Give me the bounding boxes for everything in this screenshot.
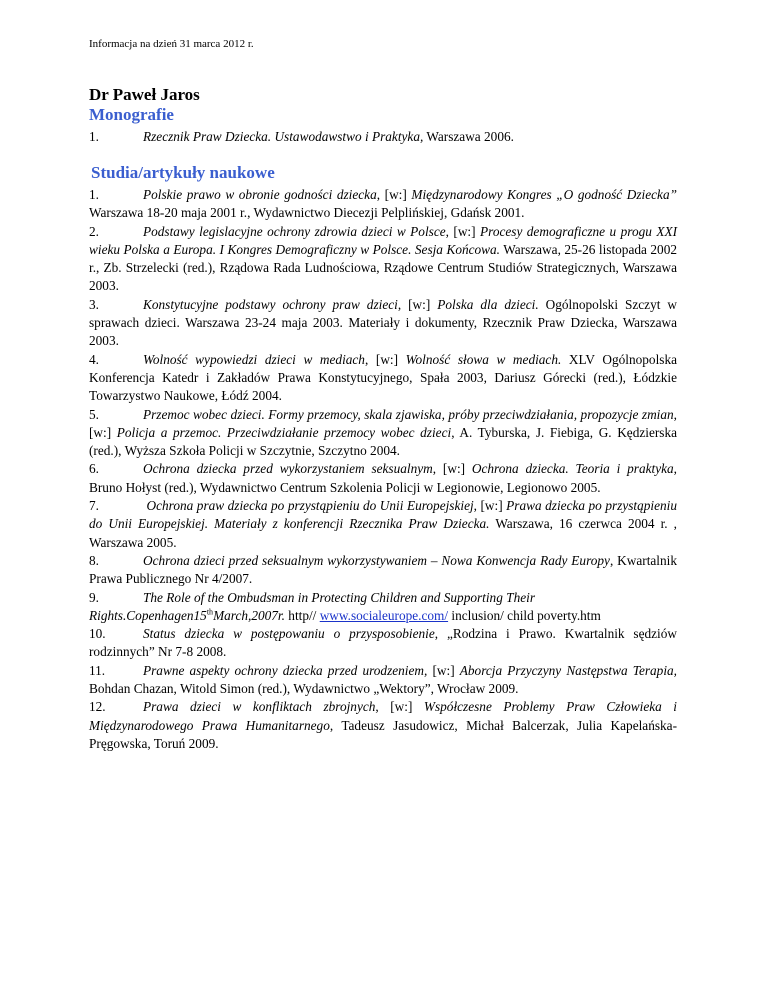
item-title: Podstawy legislacyjne ochrony zdrowia dzieci w Polsce bbox=[143, 223, 446, 239]
socialeurope-link[interactable]: www.socialeurope.com/ bbox=[319, 607, 449, 623]
article-item: 7. Ochrona praw dziecka po przystąpieniu do Unii Europejskiej, [w:] Prawa dziecka po przystąpieniu do Unii Europejskiej. Materiały z konferencji Rzecznika Praw Dziecka. Warszawa, 16 czerwca 2004 r. , Warszawa 2005. bbox=[89, 498, 677, 550]
article-item: 1. Polskie prawo w obronie godności dziecka, [w:] Międzynarodowy Kongres „O godność Dziecka” Warszawa 18-20 maja 2001 r., Wydawnictwo Diecezji Pelplińskiej, Gdańsk 2001. bbox=[89, 187, 677, 221]
item-source: Międzynarodowy Kongres „O godność Dziecka” bbox=[411, 187, 677, 202]
item-title: Ochrona dziecka przed wykorzystaniem seksualnym bbox=[143, 461, 433, 477]
item-details: Bohdan Chazan, Witold Simon (red.), Wydawnictwo „Wektory”, Wrocław 2009. bbox=[89, 681, 519, 697]
date-note: Informacja na dzień 31 marca 2012 r. bbox=[89, 38, 254, 50]
item-source: Prawa dziecka po przystąpieniu do Unii Europejskiej. Materiały z konferencji Rzecznika Praw Dziecka. bbox=[89, 498, 677, 532]
item-number: 11. bbox=[89, 662, 106, 678]
item-number: 1. bbox=[89, 129, 99, 144]
item-details: , Tadeusz Jasudowicz, Michał Balcerzak, Julia Kapelańska-Pręgowska, Toruń 2009. bbox=[89, 717, 677, 751]
item-number: 2. bbox=[89, 223, 99, 239]
item-source: Polska dla dzieci. bbox=[437, 296, 539, 312]
monograph-item bbox=[89, 128, 677, 146]
item-details: Warszawa, 16 czerwca 2004 r. , Warszawa 2005. bbox=[89, 516, 677, 550]
item-number: 9. bbox=[89, 589, 99, 605]
item-details: XLV Ogólnopolska Konferencja Katedr i Zakładów Prawa Konstytucyjnego, Spała 2003, Dariusz Górecki (red.), Łódzkie Towarzystwo Naukowe, Łódź 2004. bbox=[89, 351, 677, 404]
item-title: Konstytucyjne podstawy ochrony praw dzieci bbox=[143, 296, 398, 312]
item-details: Ogólnopolski Szczyt w sprawach dzieci. Warszawa 23-24 maja 2003. Materiały i dokumenty, Rzecznik Praw Dziecka, Warszawa 2003. bbox=[89, 296, 677, 349]
item-source: Policja a przemoc. Przeciwdziałanie przemocy wobec dzieci bbox=[116, 424, 452, 440]
item-title: The Role of the Ombudsman in Protecting Children and Supporting Their Rights.Copenhagen15 bbox=[89, 589, 535, 623]
item-source: Wolność słowa w mediach. bbox=[405, 351, 562, 367]
item-number: 5. bbox=[89, 406, 99, 422]
item-details: inclusion/ child poverty.htm bbox=[448, 607, 601, 623]
item-details: , Kwartalnik Prawa Publicznego Nr 4/2007. bbox=[89, 552, 677, 587]
item-details: , „Rodzina i Prawo. Kwartalnik sędziów rodzinnych” Nr 7-8 2008. bbox=[89, 626, 677, 660]
item-number: 7. bbox=[89, 498, 99, 514]
article-item: 4. Wolność wypowiedzi dzieci w mediach, [w:] Wolność słowa w mediach. XLV Ogólnopolska Konferencja Katedr i Zakładów Prawa Konstytucyjnego, Spała 2003, Dariusz Górecki (red.), Łódzkie Towarzystwo Naukowe, Łódź 2004. bbox=[89, 351, 677, 404]
item-number: 3. bbox=[89, 296, 99, 312]
item-number: 8. bbox=[89, 552, 99, 568]
item-details: Warszawa, 25-26 listopada 2002 r., Zb. Strzelecki (red.), Rządowa Rada Ludnościowa, Rządowe Centrum Studiów Strategicznych, Warszawa 2003. bbox=[89, 241, 677, 294]
item-number: 4. bbox=[89, 351, 99, 367]
item-title: Ochrona praw dziecka po przystąpieniu do Unii Europejskiej bbox=[143, 498, 474, 514]
article-item: 5. Przemoc wobec dzieci. Formy przemocy, skala zjawiska, próby przeciwdziałania, propozycje zmian, [w:] Policja a przemoc. Przeciwdziałanie przemocy wobec dzieci, A. Tyburska, J. Fiebiga, G. Kędzierska (red.), Wyższa Szkoła Policji w Szczytnie, Szczytno 2004. bbox=[89, 406, 677, 459]
item-title: Rzecznik Praw Dziecka. Ustawodawstwo i Praktyka, bbox=[143, 129, 424, 144]
item-title: Prawne aspekty ochrony dziecka przed urodzeniem, bbox=[143, 662, 428, 678]
article-item: 6. Ochrona dziecka przed wykorzystaniem seksualnym, [w:] Ochrona dziecka. Teoria i praktyka, Bruno Hołyst (red.), Wydawnictwo Centrum Szkolenia Policji w Legionowie, Legionowo 2005. bbox=[89, 461, 677, 495]
author-name: Dr Paweł Jaros bbox=[89, 85, 200, 104]
item-details: , A. Tyburska, J. Fiebiga, G. Kędzierska (red.), Wyższa Szkoła Policji w Szczytnie, Szczytno 2004. bbox=[89, 424, 677, 459]
item-source: Współczesne Problemy Praw Człowieka i Międzynarodowego Prawa Humanitarnego bbox=[89, 699, 677, 733]
item-details: Warszawa 2006. bbox=[423, 129, 514, 144]
item-title: Przemoc wobec dzieci. Formy przemocy, skala zjawiska, próby przeciwdziałania, propozycje zmian bbox=[143, 406, 674, 422]
item-number: 10. bbox=[89, 626, 106, 642]
item-title: Prawa dzieci w konfliktach zbrojnych bbox=[143, 699, 376, 715]
item-title: Wolność wypowiedzi dzieci w mediach bbox=[143, 351, 365, 367]
article-item: 12. Prawa dzieci w konfliktach zbrojnych, [w:] Współczesne Problemy Praw Człowieka i Międzynarodowego Prawa Humanitarnego, Tadeusz Jasudowicz, Michał Balcerzak, Julia Kapelańska-Pręgowska, Toruń 2009. bbox=[89, 699, 677, 751]
item-number: 12. bbox=[89, 699, 106, 715]
item-details: , Bruno Hołyst (red.), Wydawnictwo Centrum Szkolenia Policji w Legionowie, Legionowo 2005. bbox=[89, 461, 677, 495]
article-item: 2. Podstawy legislacyjne ochrony zdrowia dzieci w Polsce, [w:] Procesy demograficzne u progu XXI wieku Polska a Europa. I Kongres Demograficzny w Polsce. Sesja Końcowa. Warszawa, 25-26 listopada 2002 r., Zb. Strzelecki (red.), Rządowa Rada Ludnościowa, Rządowe Centrum Studiów Strategicznych, Warszawa 2003. bbox=[89, 223, 677, 294]
item-source: Aborcja Przyczyny Następstwa Terapia, bbox=[459, 662, 677, 678]
item-details: Warszawa 18-20 maja 2001 r., Wydawnictwo Diecezji Pelplińskiej, Gdańsk 2001. bbox=[89, 205, 525, 221]
article-item bbox=[89, 625, 677, 662]
article-item: 11. Prawne aspekty ochrony dziecka przed urodzeniem, [w:] Aborcja Przyczyny Następstwa Terapia, Bohdan Chazan, Witold Simon (red.), Wydawnictwo „Wektory”, Wrocław 2009. bbox=[89, 662, 677, 697]
article-item: 3. Konstytucyjne podstawy ochrony praw dzieci, [w:] Polska dla dzieci. Ogólnopolski Szczyt w sprawach dzieci. Warszawa 23-24 maja 2003. Materiały i dokumenty, Rzecznik Praw Dziecka, Warszawa 2003. bbox=[89, 296, 677, 349]
article-item: 9. The Role of the Ombudsman in Protecting Children and Supporting Their Rights.Copenhagen15thMarch,2007r. http// www.socialeurope.com/ inclusion/ child poverty.htm bbox=[89, 589, 601, 623]
monografie-heading: Monografie bbox=[89, 105, 174, 124]
item-number: 6. bbox=[89, 461, 99, 477]
item-title: Polskie prawo w obronie godności dziecka bbox=[143, 187, 377, 202]
article-item bbox=[89, 552, 677, 589]
studia-heading: Studia/artykuły naukowe bbox=[91, 163, 275, 182]
item-source: Ochrona dziecka. Teoria i praktyka bbox=[471, 461, 674, 477]
item-number: 1. bbox=[89, 187, 99, 202]
item-title: Ochrona dzieci przed seksualnym wykorzystywaniem – Nowa Konwencja Rady Europy bbox=[143, 552, 610, 568]
item-source: Procesy demograficzne u progu XXI wieku Polska a Europa. I Kongres Demograficzny w Polsce. Sesja Końcowa. bbox=[89, 223, 677, 257]
item-title: Status dziecka w postępowaniu o przysposobienie bbox=[143, 626, 435, 642]
articles-list bbox=[89, 186, 677, 753]
